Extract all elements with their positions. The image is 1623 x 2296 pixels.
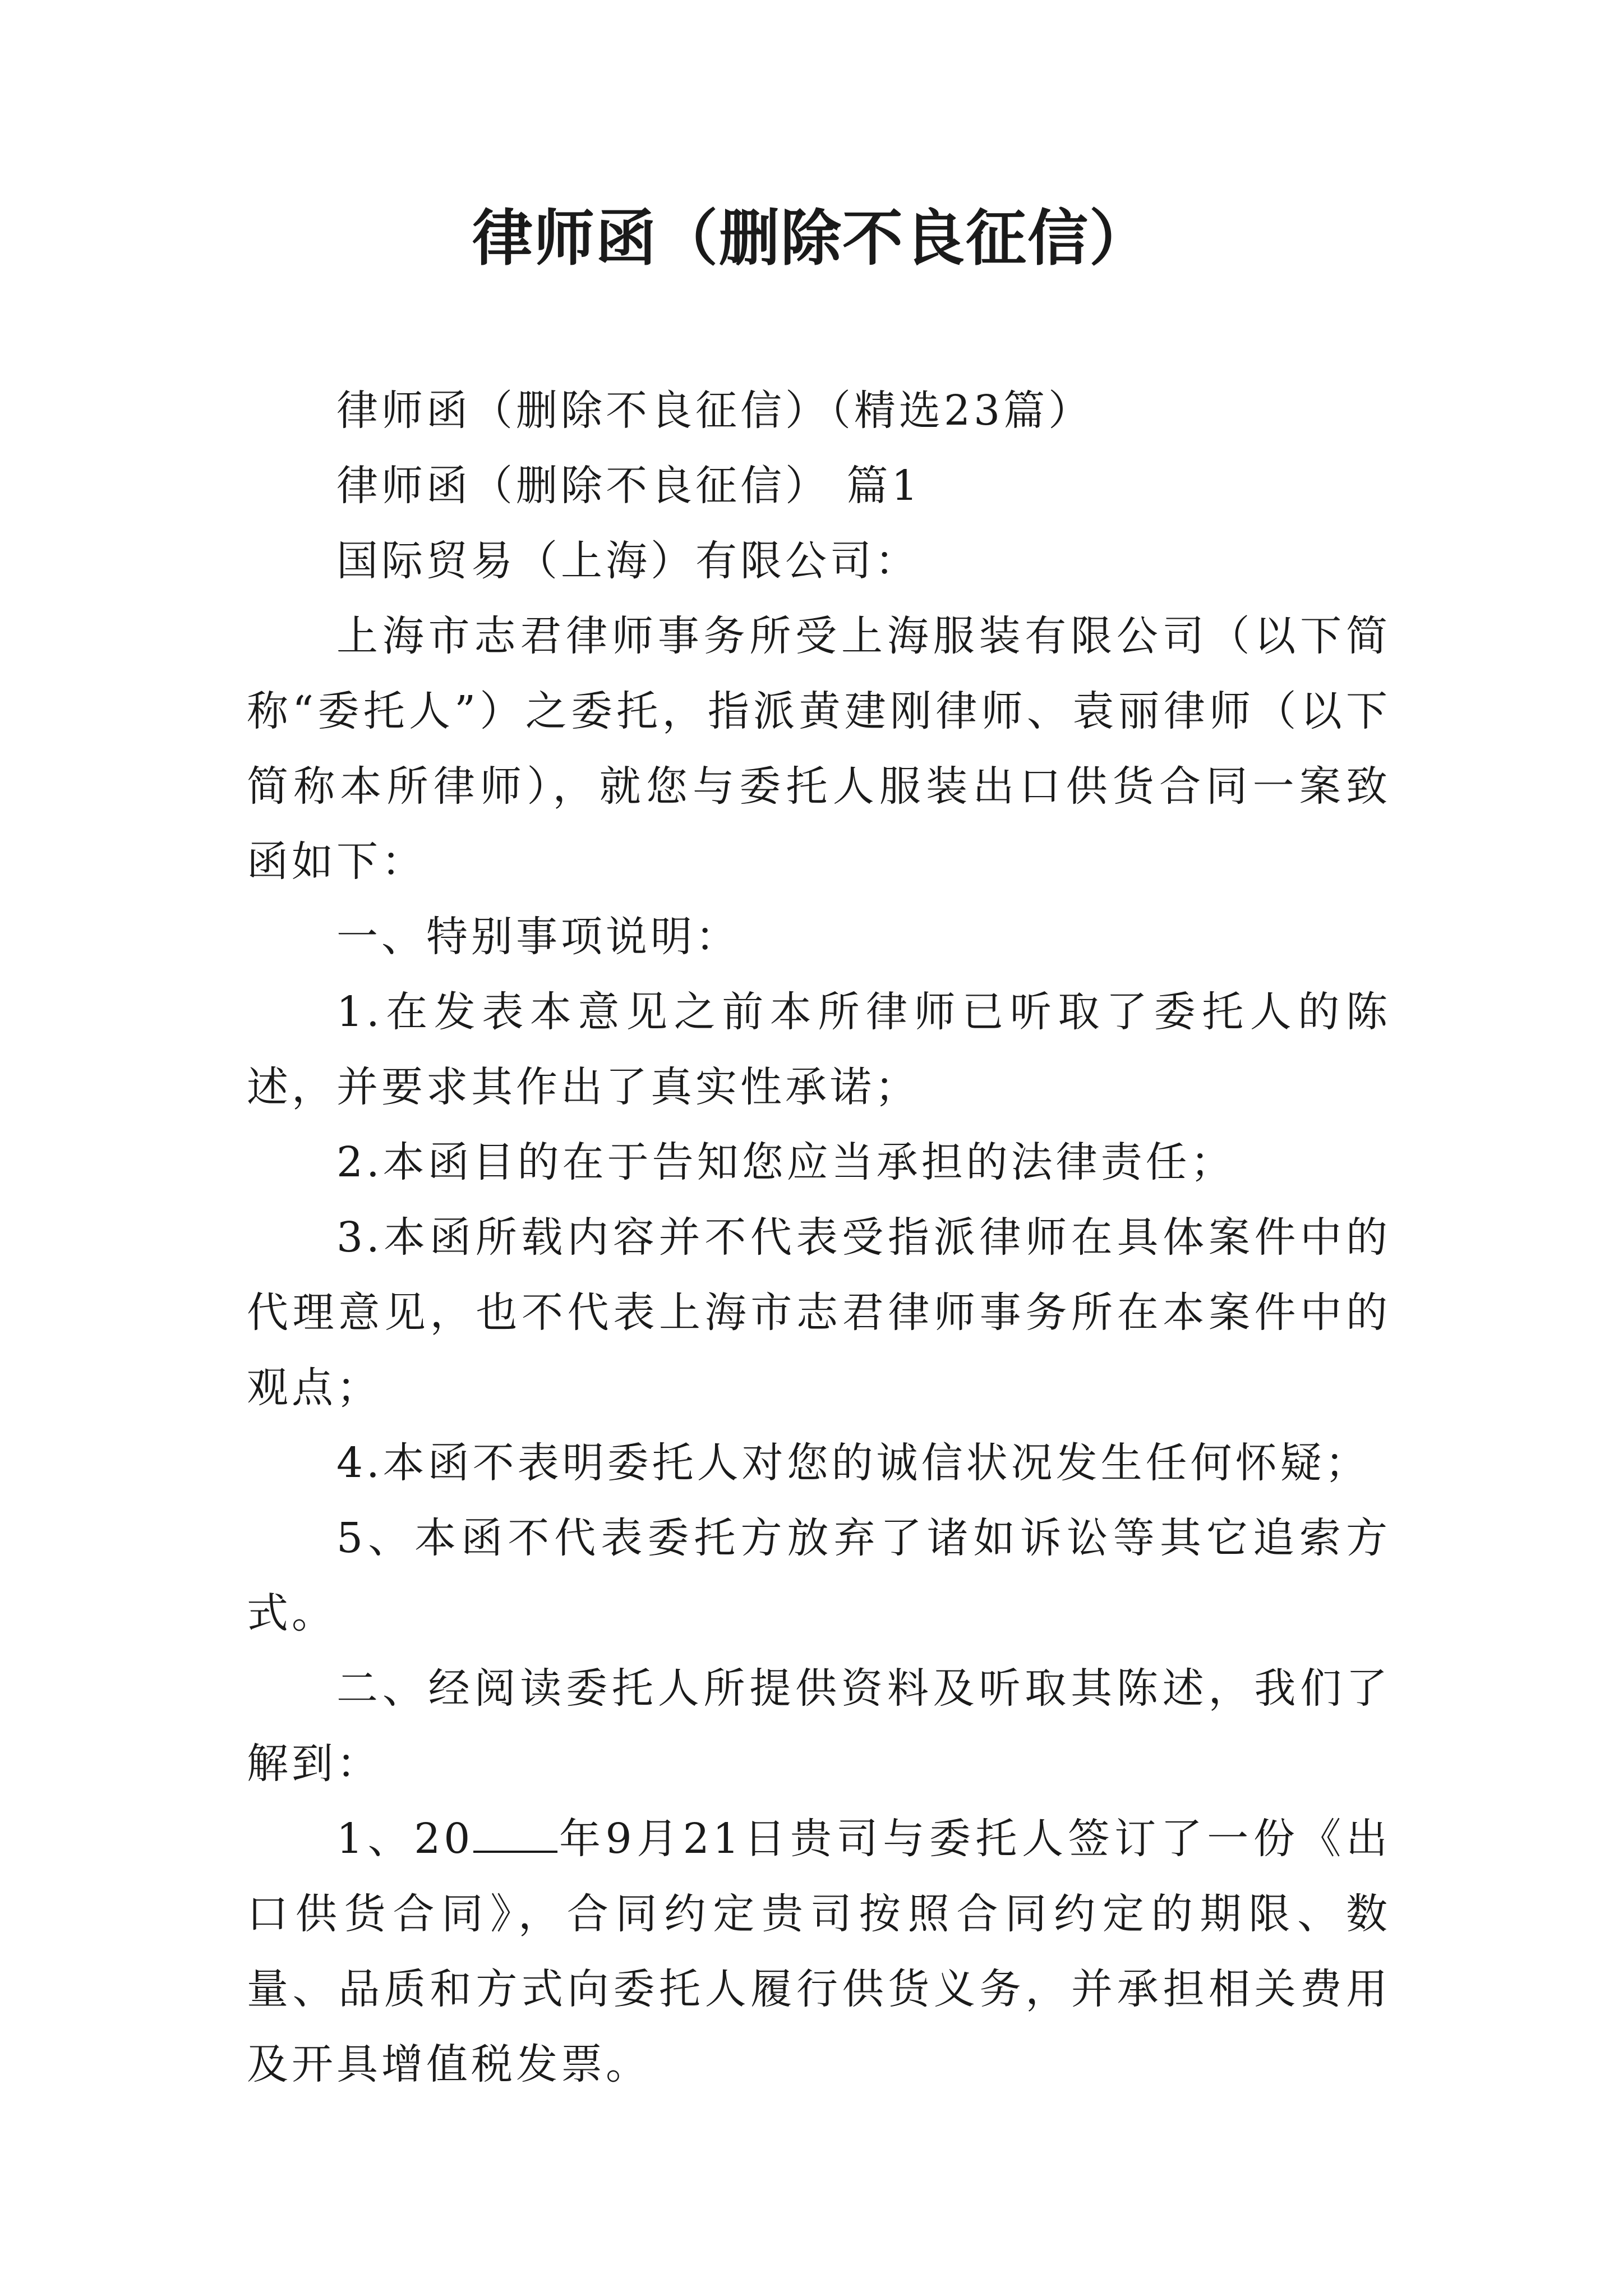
paragraph-intro: 上海市志君律师事务所受上海服装有限公司（以下简称“委托人”）之委托，指派黄建刚律师、袁丽律师（以下简称本所律师），就您与委托人服装出口供货合同一案致函如下： <box>247 612 1391 886</box>
paragraph-section-heading: 律师函（删除不良征信） 篇1 <box>336 462 921 510</box>
paragraph-addressee: 国际贸易（上海）有限公司： <box>336 537 920 585</box>
contract-text-start: 1、20 <box>336 1815 474 1863</box>
paragraph-item-5: 5、本函不代表委托方放弃了诸如诉讼等其它追索方式。 <box>247 1514 1391 1637</box>
contract-text-rest: 年9月21日贵司与委托人签订了一份《出口供货合同》，合同约定贵司按照合同约定的期限、数量、品质和方式向委托人履行供货义务，并承担相关费用及开具增值税发票。 <box>247 1815 1391 2088</box>
paragraph-item-3: 3.本函所载内容并不代表受指派律师在具体案件中的代理意见，也不代表上海市志君律师事务所在本案件中的观点； <box>247 1213 1391 1412</box>
paragraph-contract <box>247 1801 1391 2102</box>
paragraph-item-4: 4.本函不表明委托人对您的诚信状况发生任何怀疑； <box>336 1439 1370 1487</box>
paragraph-item-1: 1.在发表本意见之前本所律师已听取了委托人的陈述，并要求其作出了真实性承诺； <box>247 988 1391 1111</box>
document-body <box>247 373 1391 2102</box>
document-title: 律师函（删除不良征信） <box>472 203 1151 274</box>
paragraph-item-2: 2.本函目的在于告知您应当承担的法律责任； <box>336 1138 1235 1186</box>
year-blank-line <box>473 1817 557 1853</box>
paragraph-item-heading-1: 一、特别事项说明： <box>336 913 740 961</box>
paragraph-item-heading-2: 二、经阅读委托人所提供资料及听取其陈述，我们了解到： <box>247 1664 1391 1788</box>
paragraph-subtitle: 律师函（删除不良征信）（精选23篇） <box>336 386 1094 435</box>
